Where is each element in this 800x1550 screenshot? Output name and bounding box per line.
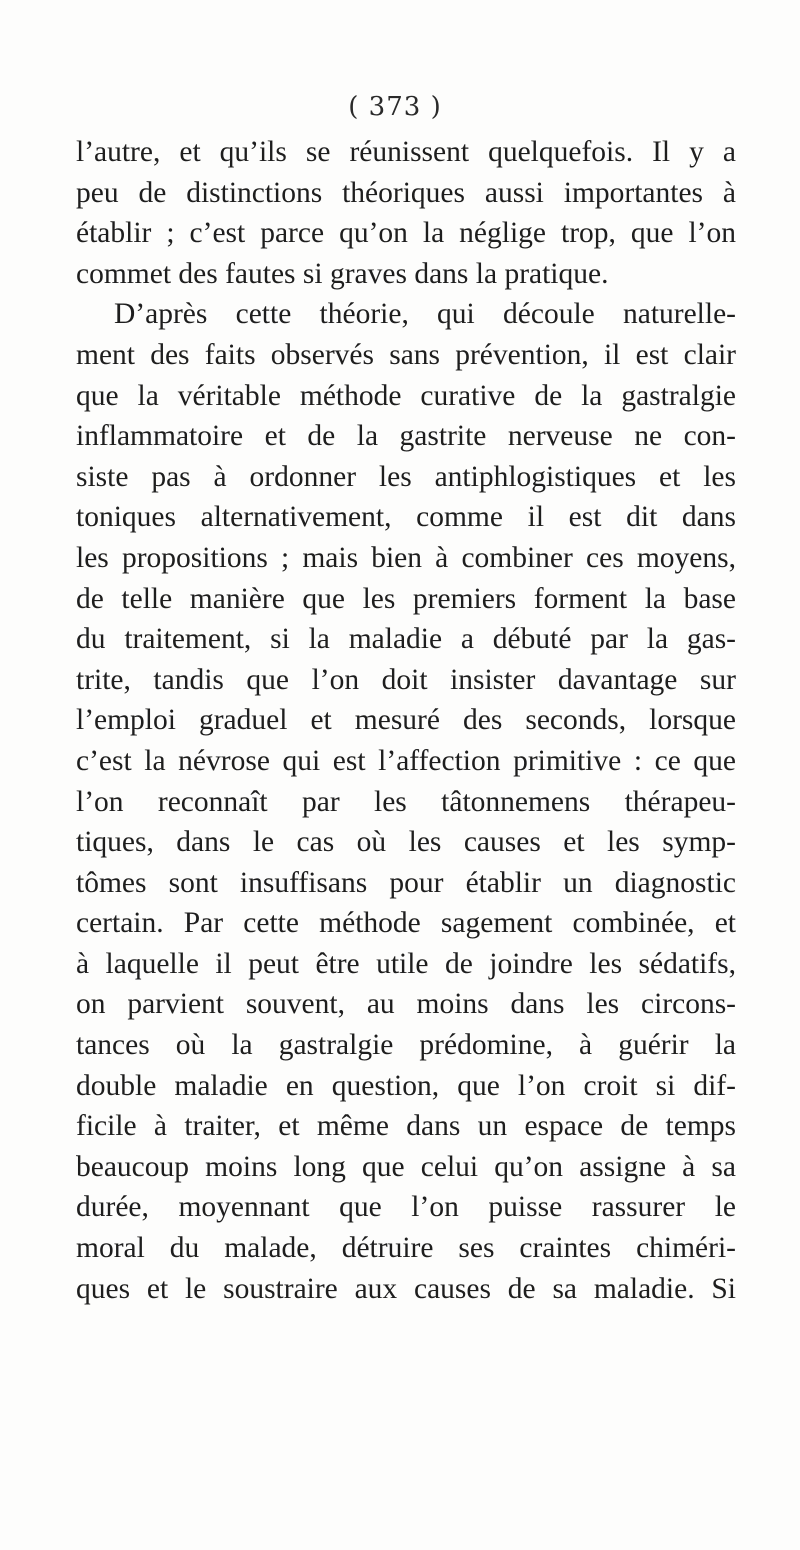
text-line: que la véritable méthode curative de la gastralgie [76, 379, 736, 412]
text-line: inflammatoire et de la gastrite nerveuse ne con- [76, 420, 736, 453]
text-line: beaucoup moins long que celui qu’on assigne à sa [76, 1150, 736, 1183]
text-line: ficile à traiter, et même dans un espace de temps [76, 1110, 736, 1143]
text-line: établir ; c’est parce qu’on la néglige trop, que l’on [76, 217, 736, 250]
text-line: on parvient souvent, au moins dans les circons- [76, 988, 736, 1021]
text-line: ques et le soustraire aux causes de sa maladie. Si [76, 1272, 736, 1305]
text-line: ment des faits observés sans prévention, il est clair [76, 338, 736, 371]
text-line: à laquelle il peut être utile de joindre les sédatifs, [76, 947, 736, 980]
text-line: l’emploi graduel et mesuré des seconds, lorsque [76, 704, 736, 737]
text-line: c’est la névrose qui est l’affection primitive : ce que [76, 744, 736, 777]
text-line: moral du malade, détruire ses craintes chiméri- [76, 1232, 736, 1265]
text-line: l’autre, et qu’ils se réunissent quelquefois. Il y a [76, 136, 736, 168]
body-text [76, 132, 736, 1309]
text-line: tômes sont insuffisans pour établir un diagnostic [76, 866, 736, 899]
page-number: ( 373 ) [348, 92, 442, 122]
text-line: tiques, dans le cas où les causes et les symp- [76, 826, 736, 859]
text-line: l’on reconnaît par les tâtonnemens thérapeu- [76, 785, 736, 818]
text-line: double maladie en question, que l’on croit si dif- [76, 1069, 736, 1102]
text-line: peu de distinctions théoriques aussi importantes à [76, 176, 736, 209]
text-line: commet des fautes si graves dans la pratique. [76, 257, 609, 290]
text-line: D’après cette théorie, qui découle naturelle- [114, 298, 736, 331]
text-line: du traitement, si la maladie a débuté par la gas- [76, 623, 736, 656]
text-line: trite, tandis que l’on doit insister davantage sur [76, 663, 736, 696]
text-line: de telle manière que les premiers forment la base [76, 582, 736, 615]
text-line: certain. Par cette méthode sagement combinée, et [76, 907, 736, 940]
text-line: les propositions ; mais bien à combiner ces moyens, [76, 541, 736, 574]
text-line: toniques alternativement, comme il est dit dans [76, 501, 736, 534]
text-line: durée, moyennant que l’on puisse rassurer le [76, 1191, 736, 1224]
text-line: tances où la gastralgie prédomine, à guérir la [76, 1029, 736, 1062]
text-line: siste pas à ordonner les antiphlogistiques et les [76, 460, 736, 493]
